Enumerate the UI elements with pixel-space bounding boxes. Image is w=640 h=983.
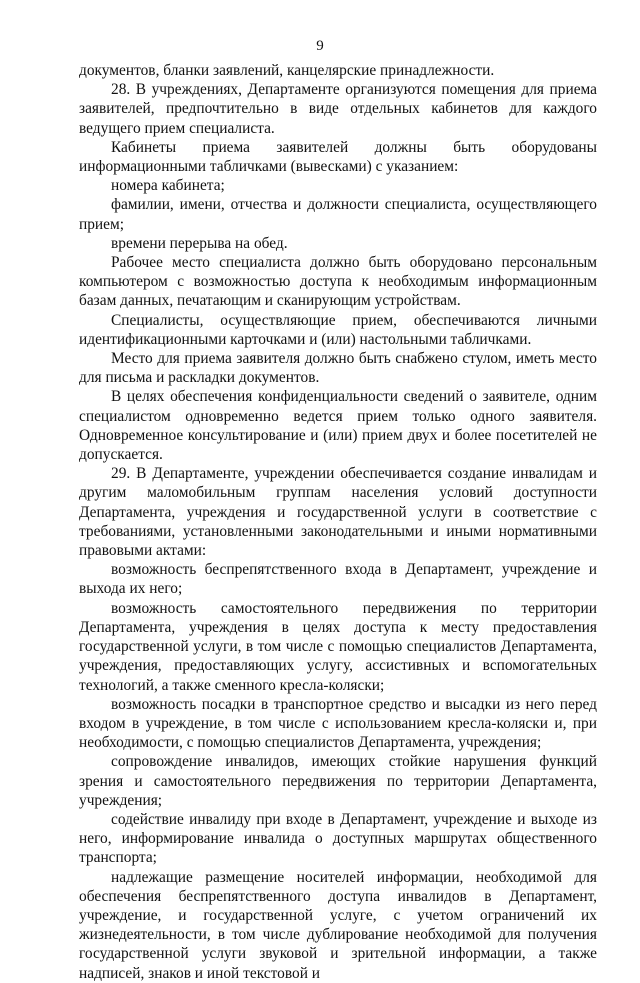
document-body <box>79 61 597 983</box>
list-item-office-number: номера кабинета; <box>111 177 225 195</box>
paragraph-item-28: 28. В учреждениях, Департаменте организуются помещения для приема заявителей, предпочтительно в виде отдельных кабинетов для каждого ведущего прием специалиста. <box>79 81 597 137</box>
list-item-lunch-break: времени перерыва на обед. <box>111 234 288 252</box>
paragraph-id-cards: Специалисты, осуществляющие прием, обеспечиваются личными идентификационными карточками и (или) настольными табличками. <box>79 311 597 348</box>
page-number: 9 <box>316 38 324 54</box>
paragraph-item-29: 29. В Департаменте, учреждении обеспечивается создание инвалидам и другим маломобильным группам населения условий доступности Департамента, учреждения и государственной услуги в соответствие с требованиями, установленными законодательными и иными нормативными правовыми актами: <box>79 465 597 560</box>
list-item-movement: возможность самостоятельного передвижения по территории Департамента, учреждения в целях доступа к месту предоставления государственной услуги, в том числе с помощью специалистов Департамента, учреждения, предоставляющих услугу, ассистивных и вспомогательных технологий, а также сменного кресла-коляски; <box>79 599 597 694</box>
list-item-information-placement: надлежащие размещение носителей информации, необходимой для обеспечения беспрепятственного доступа инвалидов в Департамент, учреждение, и государственной услуге, с учетом ограничений их жизнедеятельности, в том числе дублирование необходимой для получения государственной услуги звуковой и зрительной информации, а также надписей, знаков и иной текстовой и <box>79 868 597 982</box>
list-item-assistance: содействие инвалиду при входе в Департамент, учреждение и выходе из него, информирование инвалида о доступных маршрутах общественного транспорта; <box>79 810 597 867</box>
list-item-entrance: возможность беспрепятственного входа в Департамент, учреждение и выхода их него; <box>79 561 597 598</box>
list-item-escort: сопровождение инвалидов, имеющих стойкие нарушения функций зрения и самостоятельного передвижения по территории Департамента, учреждения; <box>79 753 597 809</box>
paragraph-workplace: Рабочее место специалиста должно быть оборудовано персональным компьютером с возможностью доступа к необходимым информационным базам данных, печатающим и сканирующим устройствам. <box>79 254 597 310</box>
paragraph-office-signs: Кабинеты приема заявителей должны быть оборудованы информационными табличками (вывесками) с указанием: <box>79 138 597 176</box>
paragraph-continuation: документов, бланки заявлений, канцелярские принадлежности. <box>79 62 495 79</box>
list-item-specialist-name: фамилии, имени, отчества и должности специалиста, осуществляющего прием; <box>79 196 597 233</box>
list-item-transport: возможность посадки в транспортное средство и высадки из него перед входом в учреждение, в том числе с использованием кресла-коляски и, при необходимости, с помощью специалистов Департамента, учреждения; <box>79 695 597 752</box>
paragraph-confidentiality: В целях обеспечения конфиденциальности сведений о заявителе, одним специалистом одновременно ведется прием только одного заявителя. Одновременное консультирование и (или) прием двух и более посетителей не допускается. <box>79 388 597 464</box>
paragraph-seating: Место для приема заявителя должно быть снабжено стулом, иметь место для письма и раскладки документов. <box>79 350 597 387</box>
